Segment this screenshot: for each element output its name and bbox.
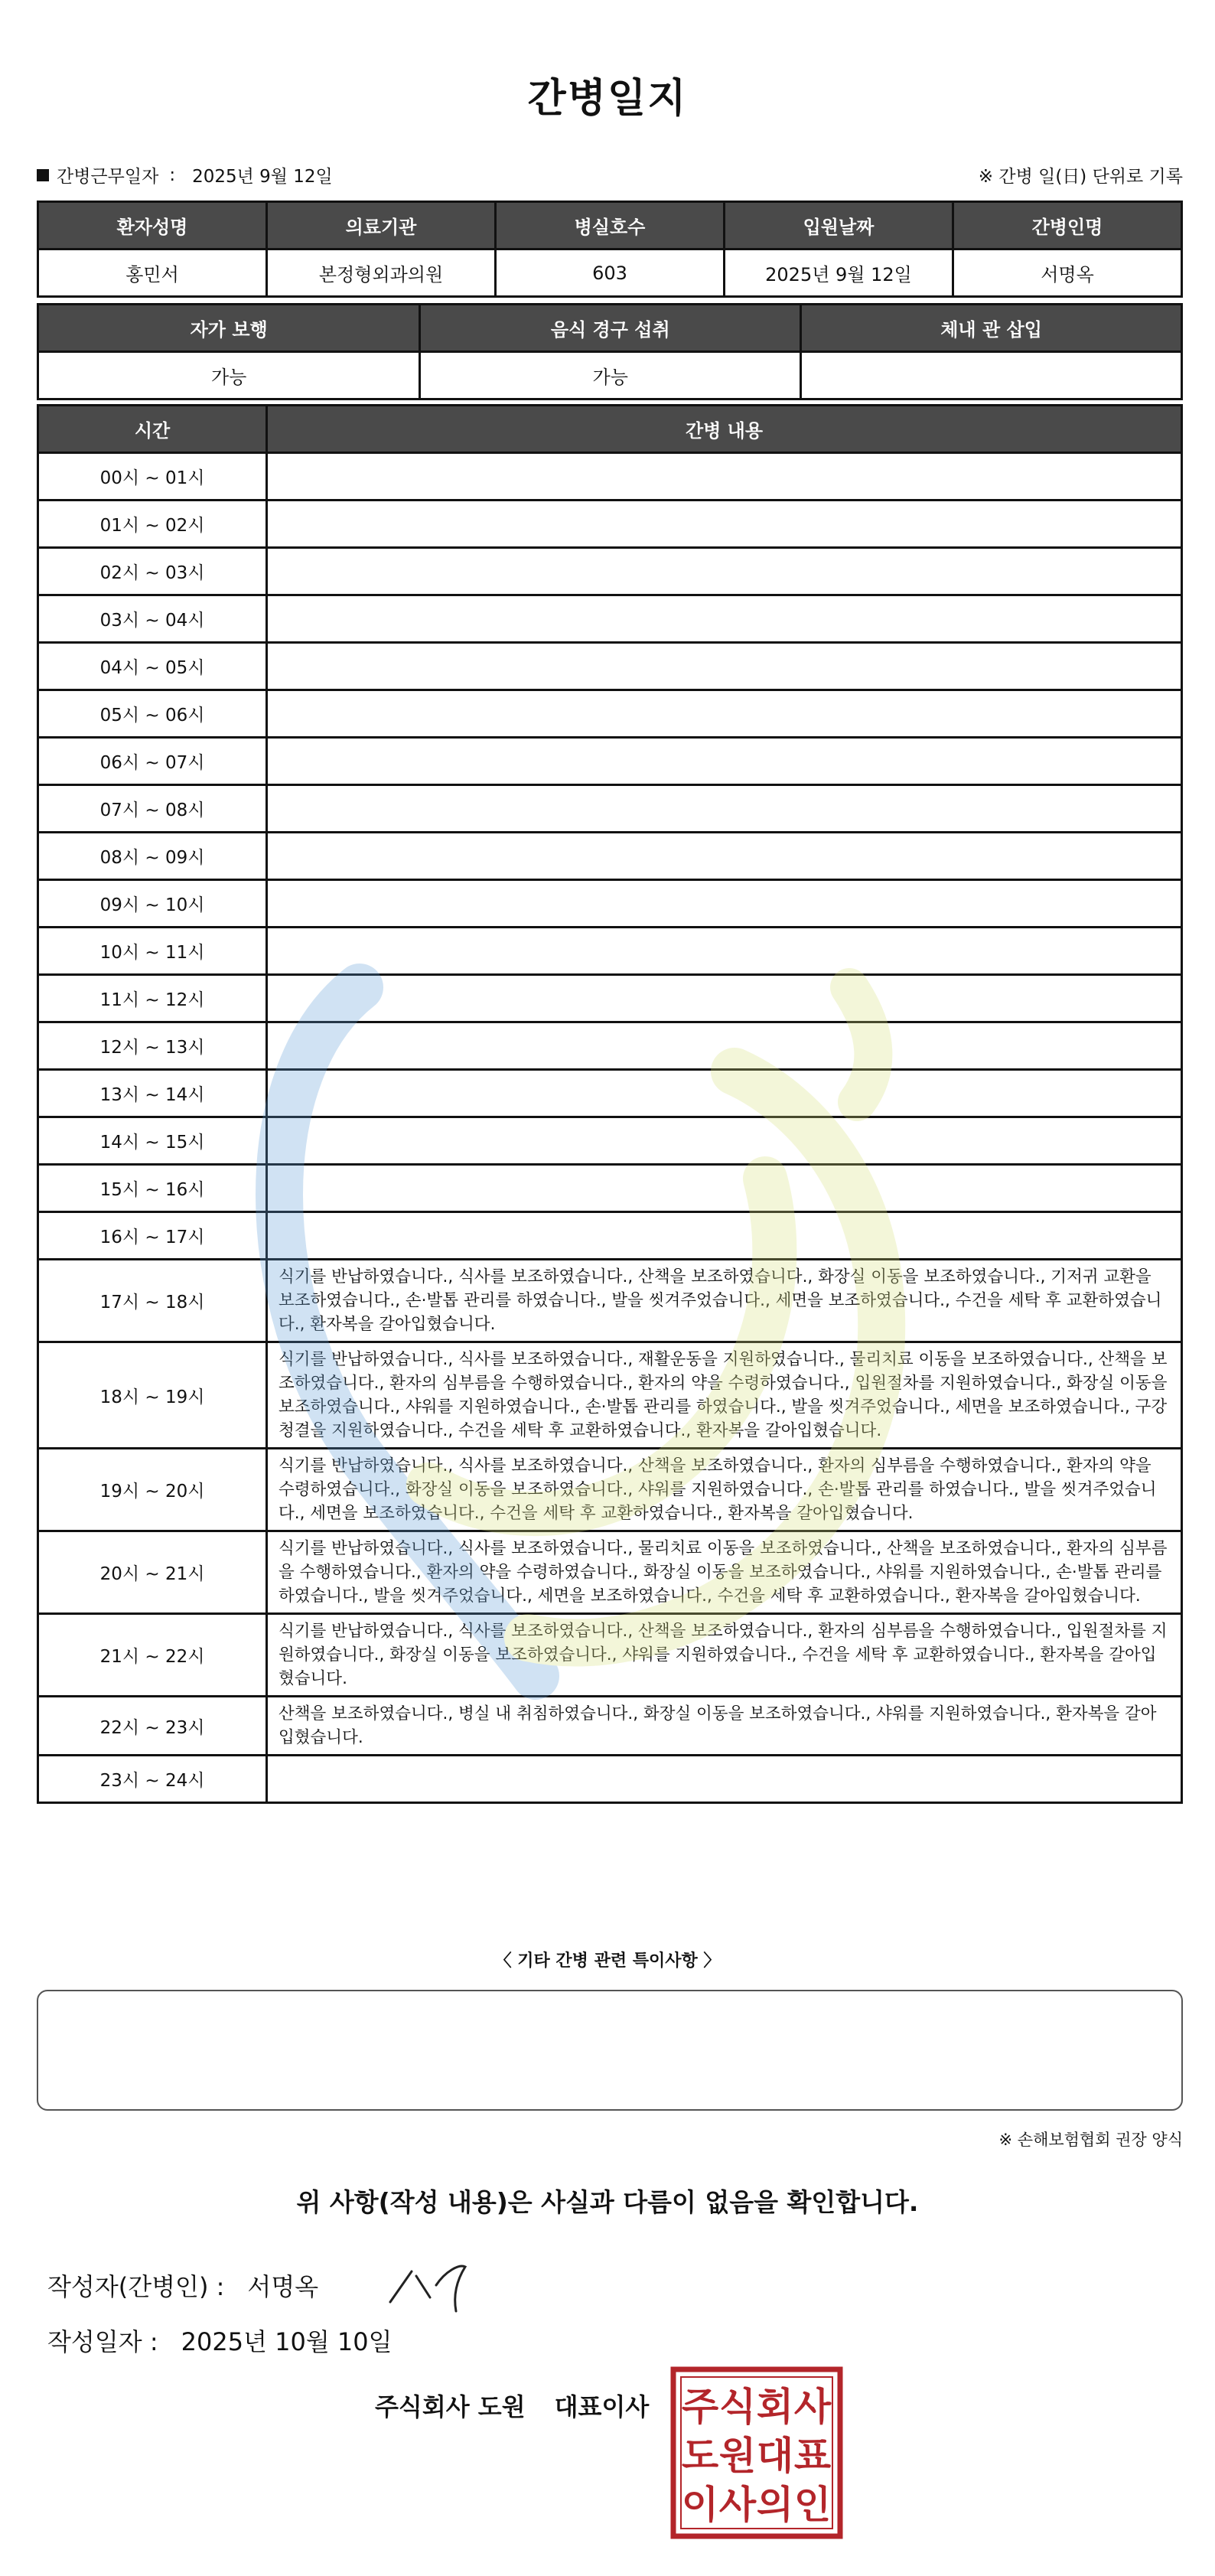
care-content-cell (267, 548, 1182, 595)
time-slot: 21시 ~ 22시 (38, 1614, 267, 1697)
table-row (38, 1756, 1182, 1803)
patient-status-table (37, 303, 1183, 400)
care-content-cell (267, 453, 1182, 501)
table-row (38, 1614, 1182, 1697)
table-row (38, 548, 1182, 595)
patient-info-table (37, 201, 1183, 298)
header-care-content: 간병 내용 (267, 406, 1182, 453)
care-content-cell (267, 975, 1182, 1022)
table-row (38, 1342, 1182, 1449)
seal-character: 회 (756, 2385, 794, 2429)
company-line (375, 2388, 649, 2423)
hourly-care-log-table (37, 404, 1183, 1804)
room-number-value: 603 (496, 249, 725, 297)
care-content-cell (267, 643, 1182, 690)
seal-character: 식 (718, 2385, 757, 2429)
time-slot: 18시 ~ 19시 (38, 1342, 267, 1449)
tube-insertion-value (801, 352, 1182, 399)
care-content-cell (267, 690, 1182, 738)
insurance-note: ※ 손해보험협회 권장 양식 (998, 2131, 1183, 2149)
care-content-cell (267, 833, 1182, 880)
seal-character: 대 (756, 2434, 794, 2478)
special-notes-title: 〈 기타 간병 관련 특이사항 〉 (494, 1952, 721, 1971)
writer-label: 작성자(간병인) : (47, 2272, 225, 2301)
time-slot: 06시 ~ 07시 (38, 738, 267, 785)
care-content-cell (267, 1165, 1182, 1212)
table-row (38, 1165, 1182, 1212)
table-row (38, 1070, 1182, 1117)
care-content-cell (267, 1212, 1182, 1260)
table-row (38, 1531, 1182, 1614)
care-content-cell: 식기를 반납하였습니다., 식사를 보조하였습니다., 재활운동을 지원하였습니다., 물리치료 이동을 보조하였습니다., 산책을 보조하였습니다., 환자의 심부름을 수행하였습니다., 환자의 약을 수령하였습니다., 입원절차를 지원하였습니다., 화장실 이동을 보조하였습니다., 샤워를 지원하였습니다., 손·발톱 관리를 하였습니다., 발을 씻겨주었습니다., 세면을 보조하였습니다., 구강청결을 지원하였습니다., 수건을 세탁 후 교환하였습니다., 환자복을 갈아입혔습니다. (267, 1342, 1182, 1449)
log-table-body (38, 453, 1182, 1803)
table-row (38, 928, 1182, 975)
table-row (38, 501, 1182, 548)
care-content-cell (267, 1756, 1182, 1803)
self-walking-value: 가능 (38, 352, 420, 399)
care-content-cell: 식기를 반납하였습니다., 식사를 보조하였습니다., 산책을 보조하였습니다., 환자의 심부름을 수행하였습니다., 환자의 약을 수령하였습니다., 화장실 이동을 보조하였습니다., 샤워를 지원하였습니다., 손·발톱 관리를 하였습니다., 발을 씻겨주었습니다., 세면을 보조하였습니다., 수건을 세탁 후 교환하였습니다., 환자복을 갈아입혔습니다. (267, 1449, 1182, 1531)
table-row (38, 785, 1182, 833)
care-content-cell (267, 880, 1182, 928)
time-slot: 09시 ~ 10시 (38, 880, 267, 928)
written-date-label: 작성일자 : (47, 2327, 158, 2356)
special-notes-box (37, 1990, 1183, 2111)
oral-intake-value: 가능 (420, 352, 801, 399)
care-content-cell (267, 1117, 1182, 1165)
table-row (38, 643, 1182, 690)
seal-character: 인 (793, 2483, 832, 2527)
table-row (38, 1260, 1182, 1342)
seal-character: 사 (718, 2483, 757, 2527)
table-row (38, 1697, 1182, 1756)
care-content-cell (267, 785, 1182, 833)
time-slot: 02시 ~ 03시 (38, 548, 267, 595)
care-content-cell (267, 1022, 1182, 1070)
table-row (38, 738, 1182, 785)
time-slot: 08시 ~ 09시 (38, 833, 267, 880)
bullet-square-icon (37, 169, 49, 181)
time-slot: 16시 ~ 17시 (38, 1212, 267, 1260)
table-row (38, 833, 1182, 880)
table-row (38, 1117, 1182, 1165)
time-slot: 00시 ~ 01시 (38, 453, 267, 501)
care-content-cell: 산책을 보조하였습니다., 병실 내 취침하였습니다., 화장실 이동을 보조하였습니다., 샤워를 지원하였습니다., 환자복을 갈아입혔습니다. (267, 1697, 1182, 1756)
time-slot: 03시 ~ 04시 (38, 595, 267, 643)
time-slot: 19시 ~ 20시 (38, 1449, 267, 1531)
written-date-value: 2025년 10월 10일 (181, 2327, 393, 2356)
header-caregiver-name: 간병인명 (953, 202, 1182, 249)
representative-title: 대표이사 (554, 2392, 650, 2421)
care-content-cell (267, 738, 1182, 785)
company-seal-icon (670, 2366, 843, 2539)
time-slot: 13시 ~ 14시 (38, 1070, 267, 1117)
admission-date-value: 2025년 9월 12일 (725, 249, 953, 297)
patient-name-value: 홍민서 (38, 249, 267, 297)
time-slot: 01시 ~ 02시 (38, 501, 267, 548)
table-row (38, 453, 1182, 501)
hospital-value: 본정형외과의원 (267, 249, 496, 297)
time-slot: 10시 ~ 11시 (38, 928, 267, 975)
table-row (38, 595, 1182, 643)
time-slot: 07시 ~ 08시 (38, 785, 267, 833)
time-slot: 23시 ~ 24시 (38, 1756, 267, 1803)
table-row (38, 1022, 1182, 1070)
care-content-cell (267, 501, 1182, 548)
confirmation-statement: 위 사항(작성 내용)은 사실과 다름이 없음을 확인합니다. (296, 2187, 919, 2217)
time-slot: 14시 ~ 15시 (38, 1117, 267, 1165)
written-date-line (47, 2323, 393, 2358)
seal-character: 의 (756, 2483, 794, 2527)
table-row (38, 1449, 1182, 1531)
header-self-walking: 자가 보행 (38, 305, 420, 352)
time-slot: 22시 ~ 23시 (38, 1697, 267, 1756)
time-slot: 17시 ~ 18시 (38, 1260, 267, 1342)
header-time: 시간 (38, 406, 267, 453)
handwritten-signature-icon (383, 2248, 482, 2317)
seal-character: 원 (718, 2434, 757, 2478)
time-slot: 04시 ~ 05시 (38, 643, 267, 690)
care-content-cell: 식기를 반납하였습니다., 식사를 보조하였습니다., 산책을 보조하였습니다., 환자의 심부름을 수행하였습니다., 입원절차를 지원하였습니다., 화장실 이동을 보조하였습니다., 샤워를 지원하였습니다., 수건을 세탁 후 교환하였습니다., 환자복을 갈아입혔습니다. (267, 1614, 1182, 1697)
time-slot: 15시 ~ 16시 (38, 1165, 267, 1212)
header-hospital: 의료기관 (267, 202, 496, 249)
header-admission-date: 입원날짜 (725, 202, 953, 249)
header-tube-insertion: 체내 관 삽입 (801, 305, 1182, 352)
header-oral-intake: 음식 경구 섭취 (420, 305, 801, 352)
seal-character: 이 (681, 2483, 719, 2527)
time-slot: 12시 ~ 13시 (38, 1022, 267, 1070)
table-row (38, 880, 1182, 928)
care-content-cell: 식기를 반납하였습니다., 식사를 보조하였습니다., 물리치료 이동을 보조하였습니다., 산책을 보조하였습니다., 환자의 심부름을 수행하였습니다., 환자의 약을 수령하였습니다., 화장실 이동을 보조하였습니다., 샤워를 지원하였습니다., 손·발톱 관리를 하였습니다., 발을 씻겨주었습니다., 세면을 보조하였습니다., 수건을 세탁 후 교환하였습니다., 환자복을 갈아입혔습니다. (267, 1531, 1182, 1614)
writer-line (47, 2268, 318, 2303)
care-content-cell (267, 595, 1182, 643)
writer-name: 서명옥 (247, 2272, 319, 2301)
company-name: 주식회사 도원 (375, 2392, 526, 2421)
time-slot: 05시 ~ 06시 (38, 690, 267, 738)
seal-character: 표 (793, 2434, 832, 2478)
work-date-label: 간병근무일자 (57, 167, 159, 187)
time-slot: 11시 ~ 12시 (38, 975, 267, 1022)
record-unit-note: ※ 간병 일(日) 단위로 기록 (978, 167, 1183, 187)
care-content-cell (267, 928, 1182, 975)
seal-character: 주 (681, 2385, 719, 2429)
table-row (38, 975, 1182, 1022)
work-date-separator: : (169, 165, 176, 185)
seal-character: 사 (793, 2385, 832, 2429)
header-room-number: 병실호수 (496, 202, 725, 249)
care-content-cell: 식기를 반납하였습니다., 식사를 보조하였습니다., 산책을 보조하였습니다., 화장실 이동을 보조하였습니다., 기저귀 교환을 보조하였습니다., 손·발톱 관리를 하였습니다., 발을 씻겨주었습니다., 세면을 보조하였습니다., 수건을 세탁 후 교환하였습니다., 환자복을 갈아입혔습니다. (267, 1260, 1182, 1342)
care-content-cell (267, 1070, 1182, 1117)
table-row (38, 1212, 1182, 1260)
work-date-value: 2025년 9월 12일 (192, 167, 333, 187)
time-slot: 20시 ~ 21시 (38, 1531, 267, 1614)
work-date-line (37, 162, 333, 187)
page-title: 간병일지 (527, 76, 688, 122)
table-row (38, 690, 1182, 738)
caregiver-name-value: 서명옥 (953, 249, 1182, 297)
seal-character: 도 (681, 2434, 719, 2478)
header-patient-name: 환자성명 (38, 202, 267, 249)
